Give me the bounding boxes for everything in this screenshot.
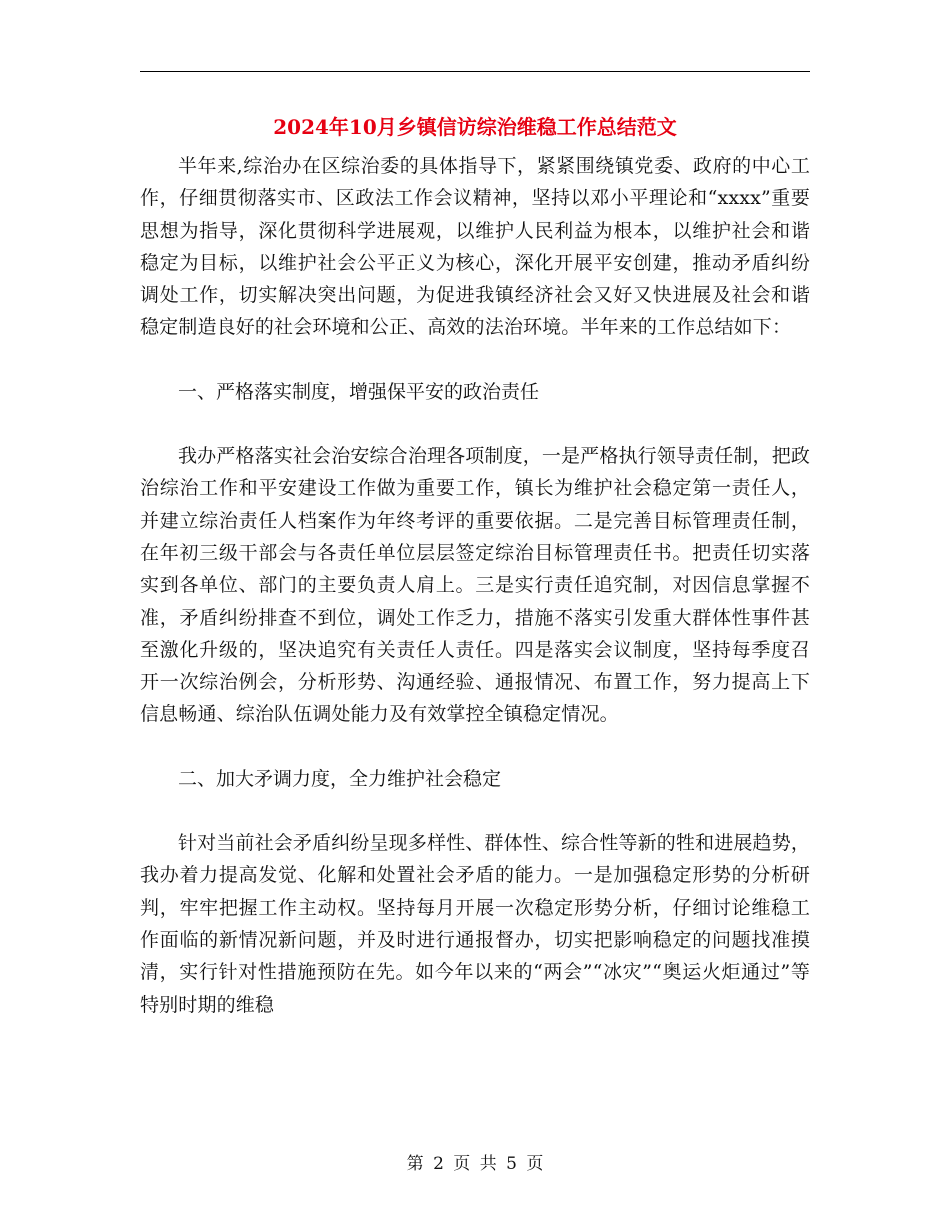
document-body xyxy=(140,150,810,1021)
document-title: 2024年10月乡镇信访综治维稳工作总结范文 xyxy=(273,115,677,139)
section-heading-1: 一、严格落实制度，增强保平安的政治责任 xyxy=(178,380,540,403)
section-paragraph-1: 我办严格落实社会治安综合治理各项制度，一是严格执行领导责任制，把政治综治工作和平安建设工作做为重要工作，镇长为维护社会稳定第一责任人，并建立综治责任人档案作为年终考评的重要依据。二是完善目标管理责任制，在年初三级干部会与各责任单位层层签定综治目标管理责任书。把责任切实落实到各单位、部门的主要负责人肩上。三是实行责任追究制，对因信息掌握不准，矛盾纠纷排查不到位，调处工作乏力，措施不落实引发重大群体性事件甚至激化升级的，坚决追究有关责任人责任。四是落实会议制度，坚持每季度召开一次综治例会，分析形势、沟通经验、通报情况、布置工作，努力提高上下信息畅通、综治队伍调处能力及有效掌控全镇稳定情况。 xyxy=(140,445,810,726)
section-heading-2: 二、加大矛调力度，全力维护社会稳定 xyxy=(178,767,502,790)
header-rule xyxy=(140,71,810,72)
section-paragraph-2: 针对当前社会矛盾纠纷呈现多样性、群体性、综合性等新的牲和进展趋势，我办着力提高发觉、化解和处置社会矛盾的能力。一是加强稳定形势的分析研判，牢牢把握工作主动权。坚持每月开展一次稳定形势分析，仔细讨论维稳工作面临的新情况新问题，并及时进行通报督办，切实把影响稳定的问题找准摸清，实行针对性措施预防在先。如今年以来的“两会”“冰灾”“奥运火炬通过”等特别时期的维稳 xyxy=(140,832,810,1016)
page-number-footer: 第 2 页 共 5 页 xyxy=(406,1154,544,1174)
intro-paragraph: 半年来,综治办在区综治委的具体指导下，紧紧围绕镇党委、政府的中心工作，仔细贯彻落实市、区政法工作会议精神，坚持以邓小平理论和“xxxx”重要思想为指导，深化贯彻科学进展观，以维护人民利益为根本，以维护社会和谐稳定为目标，以维护社会公平正义为核心，深化开展平安创建，推动矛盾纠纷调处工作，切实解决突出问题，为促进我镇经济社会又好又快进展及社会和谐稳定制造良好的社会环境和公正、高效的法治环境。半年来的工作总结如下： xyxy=(140,155,810,339)
